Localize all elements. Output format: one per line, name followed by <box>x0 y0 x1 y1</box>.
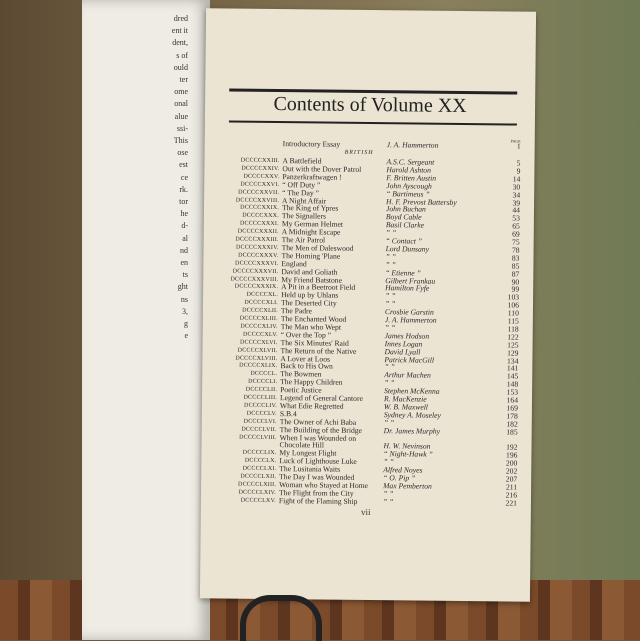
entry-author: ” ” <box>384 362 395 372</box>
entry-number: DCCCCXXV. <box>243 173 280 180</box>
entry-page: 192 <box>506 442 518 452</box>
entry-page: 44 <box>512 205 521 215</box>
entry-page: 211 <box>505 482 518 492</box>
entry-author: ” ” <box>384 323 396 333</box>
entry-page: 99 <box>511 284 520 294</box>
entry-page: 30 <box>512 182 521 192</box>
entry-author: H. W. Nevinson <box>383 441 431 452</box>
entry-author: ” ” <box>382 488 394 499</box>
left-page-text-fragment: d- <box>181 221 188 231</box>
entry-page: 78 <box>511 245 520 255</box>
entry-page: 5 <box>516 158 521 168</box>
entry-author: Basil Clarke <box>385 220 425 230</box>
left-page-text-fragment: nd <box>180 245 188 255</box>
entry-author: Stephen McKenna <box>384 386 440 396</box>
entry-author: Harold Ashton <box>386 165 431 175</box>
entry-number: DCCCCXXXVII. <box>232 268 279 275</box>
entry-author: F. Britten Austin <box>386 172 437 183</box>
intro-author: J. A. Hammerton <box>386 140 439 150</box>
entry-page: 216 <box>505 490 518 500</box>
entry-title: Poetic Justice <box>280 385 322 395</box>
entry-number: DCCCCXLIII. <box>239 315 278 323</box>
entry-title: A Midnight Escape <box>281 227 341 237</box>
entry-number: DCCCCXXXIII. <box>235 236 279 244</box>
entry-number: DCCCCXXXI. <box>239 220 279 228</box>
entry-author: H. F. Prevost Battersby <box>386 196 457 207</box>
bottom-rule <box>229 121 517 126</box>
entry-author: J. A. Hammerton <box>384 315 437 325</box>
entry-number: DCCCCXLVII. <box>237 347 278 354</box>
entry-author: ” ” <box>385 228 397 238</box>
left-page-text-fragment: ent it <box>171 26 188 36</box>
left-page-text-fragment: ose <box>177 148 188 158</box>
entry-number: DCCCCL. <box>250 371 278 378</box>
entry-page: 9 <box>516 166 521 176</box>
book-stand <box>240 595 322 641</box>
entry-author: R. MacKenzie <box>383 394 427 404</box>
entry-title: The Deserted City <box>280 298 337 308</box>
entry-page: 202 <box>505 466 518 476</box>
entry-number: DCCCCXXX. <box>242 212 279 220</box>
entry-number: DCCCCXXVIII. <box>235 197 280 204</box>
left-page-text-fragment: onal <box>174 99 188 109</box>
entry-title: The Six Minutes' Raid <box>280 337 349 348</box>
entry-page: 69 <box>512 229 520 239</box>
left-page <box>82 0 210 640</box>
entry-number: DCCCCLVIII. <box>239 434 277 441</box>
entry-number: DCCCCLXIV. <box>238 489 277 496</box>
entry-number: DCCCCLIII. <box>243 394 278 402</box>
entry-page: 164 <box>506 395 519 405</box>
entry-number: DCCCCLXI. <box>242 465 277 473</box>
entry-author: Alfred Noyes <box>383 465 423 475</box>
entry-title: David and Goliath <box>281 266 338 277</box>
entry-title: The Building of the Bridge <box>279 424 363 435</box>
entry-number: DCCCCLVI. <box>243 418 277 425</box>
entry-title: Chocolate Hill <box>279 440 325 450</box>
left-page-text-fragment: g <box>184 319 188 328</box>
entry-page: 169 <box>506 403 518 413</box>
entry-title: Luck of Lighthouse Luke <box>279 456 357 467</box>
entry-author: ” ” <box>385 291 396 301</box>
entry-author: ” ” <box>385 251 396 262</box>
entry-page: 129 <box>507 348 519 358</box>
entry-title: The Signallers <box>281 211 327 221</box>
entry-page: 178 <box>506 411 518 421</box>
entry-author: Gilbert Frankau <box>385 275 436 286</box>
entry-title: A Lover at Loos <box>280 353 331 364</box>
entry-title: The Return of the Native <box>280 345 357 356</box>
entry-title: The Happy Children <box>280 377 343 387</box>
entry-author: John Ayscough <box>386 180 432 191</box>
entry-page: 90 <box>511 277 520 287</box>
entry-number: DCCCCLIV. <box>244 402 277 409</box>
entry-number: DCCCCXLVIII. <box>235 355 278 362</box>
entry-number: DCCCCXXXII. <box>237 228 279 236</box>
entry-title: “ Off Duty ” <box>282 179 321 190</box>
entry-author: Sydney A. Moseley <box>383 409 441 420</box>
page-title: Contents of Volume XX <box>273 93 467 118</box>
entry-number: DCCCCXLIX. <box>239 363 278 370</box>
left-page-text-fragment: ce <box>180 172 188 182</box>
entry-author: Arthur Machen <box>384 370 431 380</box>
page-number: vii <box>361 506 371 518</box>
entry-page: 141 <box>506 363 519 373</box>
entry-number: DCCCCXLI. <box>244 299 279 307</box>
entry-number: DCCCCLX. <box>244 457 277 465</box>
entry-title: When I was Wounded on <box>279 432 357 443</box>
entry-author: James Hodson <box>384 330 430 341</box>
entry-number: DCCCCLV. <box>246 410 277 417</box>
left-page-text-fragment: s of <box>176 50 188 60</box>
intro-title: Introductory Essay <box>282 139 341 149</box>
entry-page: 200 <box>505 458 518 468</box>
entry-number: DCCCCXXVII. <box>238 189 280 196</box>
entry-author: Crosbie Garstin <box>384 307 434 317</box>
entry-number: DCCCCXXIII. <box>240 157 280 165</box>
entry-title: The Men of Daleswood <box>281 242 354 253</box>
entry-title: England <box>281 258 307 269</box>
left-page-text-fragment: dent, <box>172 38 188 48</box>
entry-page: 118 <box>507 324 519 334</box>
entry-title: Held up by Uhlans <box>281 290 339 300</box>
entry-page: 85 <box>511 261 520 271</box>
entry-page: 75 <box>512 237 520 247</box>
entry-page: 14 <box>512 174 521 184</box>
entry-title: A Pit in a Beetroot Field <box>281 282 356 293</box>
entry-title: “ The Day ” <box>282 187 319 198</box>
left-page-text-fragment: ssi- <box>176 123 188 133</box>
entry-page: 196 <box>505 450 518 460</box>
entry-number: DCCCCXXXVIII. <box>230 276 279 283</box>
entry-author: ” ” <box>382 496 394 506</box>
entry-title: Woman who Stayed at Home <box>279 479 368 490</box>
section-heading: BRITISH <box>344 149 374 157</box>
entry-title: My Longest Flight <box>279 448 337 458</box>
entry-title: The Homing 'Plane <box>281 250 341 261</box>
left-page-text-fragment: This <box>173 136 188 145</box>
entry-page: 125 <box>507 340 519 350</box>
entry-page: 115 <box>507 316 519 326</box>
left-page-text-fragment: al <box>182 233 188 243</box>
entry-author: “ Contact ” <box>385 236 423 246</box>
entry-number: DCCCCXXIV. <box>241 165 280 172</box>
entry-number: DCCCCLVII. <box>241 426 277 433</box>
entry-page: 182 <box>506 419 518 429</box>
entry-title: The Lusitania Waits <box>279 464 341 474</box>
left-page-text-fragment: ome <box>174 87 188 97</box>
entry-number: DCCCCXL. <box>246 292 279 299</box>
entry-page: 122 <box>507 332 519 342</box>
left-page-text-fragment: est <box>179 160 188 170</box>
entry-page: 153 <box>506 387 519 397</box>
left-page-text-fragment: tor <box>179 197 188 206</box>
left-page-text-fragment: e <box>184 331 188 341</box>
entry-page: 39 <box>512 198 521 208</box>
entry-title: The Man who Wept <box>280 321 342 332</box>
entry-number: DCCCCXLII. <box>242 307 278 315</box>
entry-author: A.S.C. Sergeant <box>386 157 435 167</box>
entry-title: A Night Affair <box>282 195 327 206</box>
intro-page: 1 <box>516 141 521 151</box>
entry-title: My German Helmet <box>281 219 344 229</box>
entry-number: DCCCCLXV. <box>240 497 276 504</box>
entry-title: The Owner of Achi Baba <box>279 416 357 427</box>
entry-number: DCCCCLI. <box>248 378 278 386</box>
entry-title: The Bowmen <box>280 369 322 379</box>
left-page-text-fragment: he <box>180 209 188 219</box>
left-page-text-fragment: dred <box>173 14 188 23</box>
entry-number: DCCCCLXIII. <box>238 481 277 488</box>
entry-author: ” ” <box>383 417 395 427</box>
page-label: PAGE <box>510 138 521 144</box>
left-page-text-fragment: en <box>180 258 188 267</box>
left-page-text-fragment: alue <box>174 111 188 121</box>
entry-title: The King of Ypres <box>281 203 339 214</box>
entry-title: The Padre <box>280 306 312 316</box>
entry-page: 145 <box>506 371 519 381</box>
entry-title: My Friend Batstone <box>281 274 343 285</box>
left-page-text-fragment: ter <box>179 75 188 84</box>
left-page-text-fragment: ns <box>180 294 188 304</box>
entry-title: Panzerkraftwagen ! <box>282 171 342 182</box>
left-page-text-fragment: ght <box>177 282 188 292</box>
entry-title: The Enchanted Wood <box>280 314 347 324</box>
entry-author: W. B. Maxwell <box>383 402 428 412</box>
entry-page: 185 <box>506 427 518 437</box>
entry-title: What Edie Regretted <box>279 400 344 411</box>
entry-author: Hamilton Fyfe <box>385 283 430 294</box>
entry-author: “ Bartimeus ” <box>386 188 430 199</box>
entry-page: 207 <box>505 474 518 484</box>
left-page-text-fragment: ould <box>173 62 188 72</box>
entry-title: Legend of General Cantore <box>279 393 363 403</box>
entry-number: DCCCCXLVI. <box>239 339 278 346</box>
entry-author: Patrick MacGill <box>384 354 435 365</box>
entry-author: “ Night-Hawk ” <box>383 449 433 459</box>
entry-number: DCCCCLII. <box>245 386 278 394</box>
entry-author: ” ” <box>385 259 396 269</box>
left-page-text-fragment: rk. <box>179 184 188 194</box>
entry-title: A Battlefield <box>282 156 322 166</box>
entry-author: David Lyall <box>384 346 421 357</box>
entry-author: “ O. Pip ” <box>383 473 416 483</box>
entry-title: S.B.4 <box>279 408 297 419</box>
entry-author: Max Pemberton <box>383 481 432 491</box>
entry-author: ” ” <box>384 299 396 309</box>
entry-author: ” ” <box>383 457 394 467</box>
entry-number: DCCCCXXXIV. <box>235 244 279 251</box>
entry-page: 53 <box>512 213 520 223</box>
entry-page: 83 <box>511 253 520 263</box>
entry-title: Fight of the Flaming Ship <box>278 495 358 506</box>
entry-author: Innes Logan <box>384 338 423 349</box>
entry-author: Boyd Cable <box>385 212 422 222</box>
entry-number: DCCCCLIX. <box>242 449 277 457</box>
entry-number: DCCCCXXXIX. <box>234 283 279 291</box>
left-page-text-fragment: ts <box>182 270 188 280</box>
entry-number: DCCCCXLV. <box>242 331 278 338</box>
entry-page: 221 <box>505 498 517 508</box>
entry-number: DCCCCXXVI. <box>240 181 280 188</box>
entry-number: DCCCCXLIV. <box>240 323 278 330</box>
entry-page: 34 <box>512 190 521 200</box>
entry-page: 65 <box>512 221 520 231</box>
entry-title: Out with the Dover Patrol <box>282 163 362 174</box>
entry-title: The Day I was Wounded <box>279 472 355 482</box>
entry-number: DCCCCXXXVI. <box>235 260 279 267</box>
entry-page: 106 <box>507 300 520 310</box>
contents-page <box>200 8 536 601</box>
entry-title: The Flight from the City <box>278 487 354 498</box>
entry-author: John Buchan <box>385 204 426 214</box>
entry-number: DCCCCLXII. <box>240 473 277 481</box>
entry-page: 148 <box>506 379 519 389</box>
entry-author: ” ” <box>384 378 395 388</box>
left-page-text-fragment: 3, <box>182 306 188 316</box>
entry-page: 87 <box>511 269 520 279</box>
entry-title: The Air Patrol <box>281 235 326 245</box>
entry-author: Dr. James Murphy <box>383 425 441 436</box>
entry-page: 110 <box>507 308 519 318</box>
entry-number: DCCCCXXIX. <box>240 205 280 212</box>
entry-page: 134 <box>506 355 519 366</box>
entry-author: “ Etienne ” <box>385 267 421 278</box>
entry-number: DCCCCXXXV. <box>238 252 279 259</box>
entry-title: “ Over the Top ” <box>280 329 332 340</box>
entry-author: Lord Dunsany <box>385 244 430 254</box>
entry-page: 103 <box>507 292 520 302</box>
entry-title: Back to His Own <box>280 361 333 372</box>
